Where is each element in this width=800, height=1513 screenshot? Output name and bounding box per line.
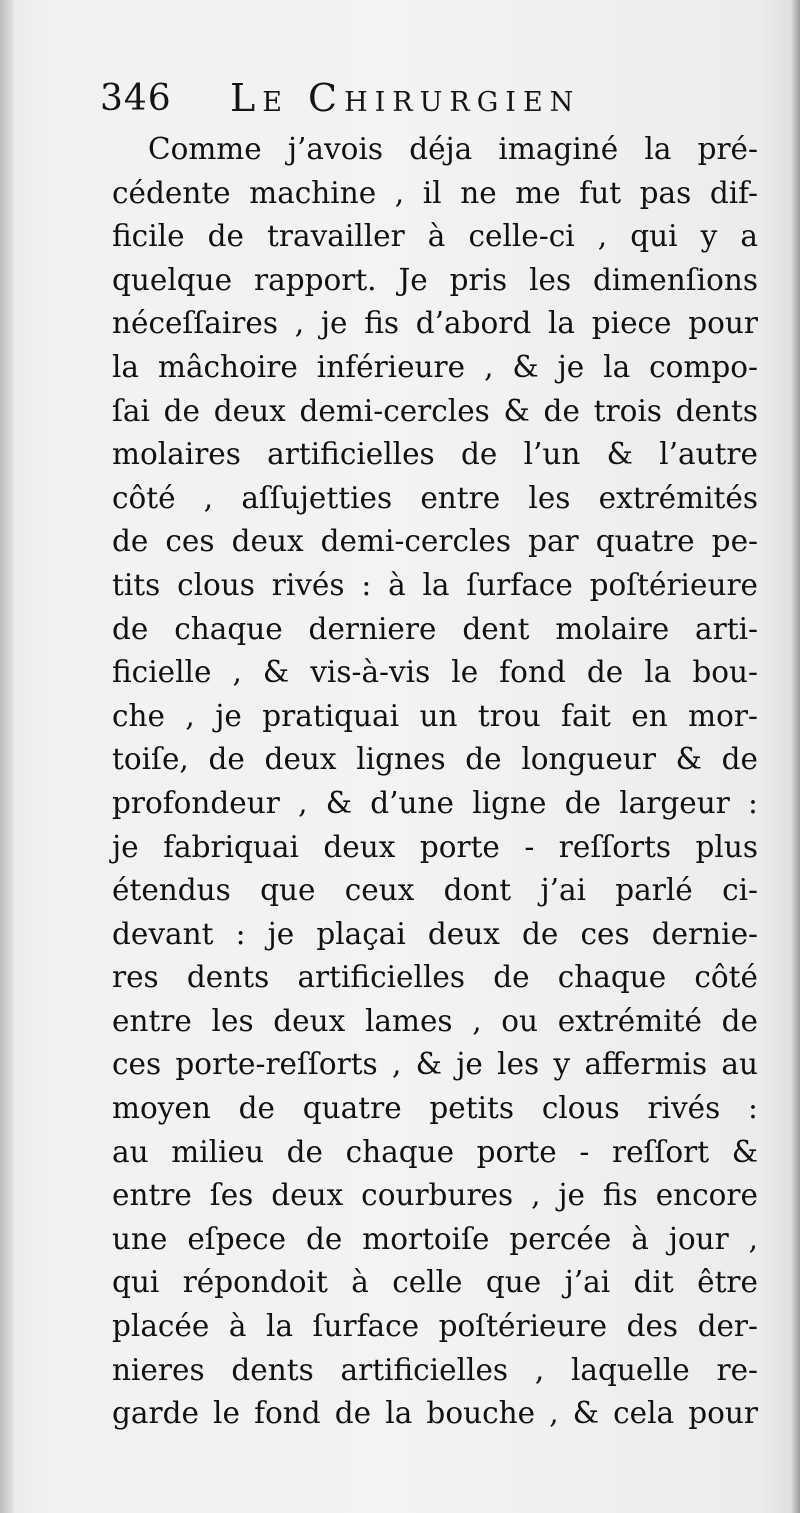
- text-line: de chaque derniere dent molaire arti-: [112, 611, 758, 646]
- text-line: devant : je plaçai deux de ces dernie-: [112, 916, 758, 951]
- text-line: molaires artificielles de l’un & l’autre: [112, 437, 758, 472]
- text-line: toiſe, de deux lignes de longueur & de: [112, 742, 758, 777]
- text-line: entre les deux lames , ou extrémité de: [112, 1003, 758, 1038]
- text-line: qui répondoit à celle que j’ai dit être: [112, 1265, 758, 1300]
- text-line: quelque rapport. Je pris les dimenſions: [112, 262, 758, 297]
- text-line: ficielle , & vis-à-vis le fond de la bou-: [112, 655, 758, 690]
- text-line: ſai de deux demi-cercles & de trois dents: [112, 393, 758, 428]
- text-line: entre ſes deux courbures , je fis encore: [112, 1178, 758, 1213]
- text-line: au milieu de chaque porte - reſſort &: [112, 1134, 758, 1169]
- page-gutter-shadow: [0, 0, 14, 1513]
- text-line: moyen de quatre petits clous rivés :: [112, 1091, 758, 1126]
- text-line: tits clous rivés : à la ſurface poſtérieure: [112, 567, 758, 602]
- text-line: une eſpece de mortoiſe percée à jour ,: [112, 1221, 758, 1256]
- text-line: che , je pratiquai un trou fait en mor-: [112, 698, 758, 733]
- text-line: nieres dents artificielles , laquelle re-: [112, 1352, 758, 1387]
- text-line: côté , aſſujetties entre les extrémités: [112, 480, 758, 515]
- text-line: profondeur , & d’une ligne de largeur :: [112, 785, 758, 820]
- text-line: placée à la ſurface poſtérieure des der-: [112, 1309, 758, 1344]
- text-line: néceſſaires , je fis d’abord la piece pour: [112, 306, 758, 341]
- body-text: [112, 128, 758, 1436]
- text-line: ces porte-reſſorts , & je les y affermis au: [112, 1047, 758, 1082]
- text-line: la mâchoire inférieure , & je la compo-: [112, 349, 758, 384]
- text-line: res dents artificielles de chaque côté: [112, 960, 758, 995]
- text-line: je fabriquai deux porte - reſſorts plus: [112, 829, 758, 864]
- text-line: cédente machine , il ne me fut pas dif-: [112, 175, 758, 210]
- text-line: ficile de travailler à celle-ci , qui y a: [112, 219, 758, 254]
- running-head: Le Chirurgien: [230, 76, 581, 120]
- page-number: 346: [100, 78, 172, 119]
- text-line: de ces deux demi-cercles par quatre pe-: [112, 524, 758, 559]
- text-line: garde le fond de la bouche , & cela pour: [112, 1396, 758, 1431]
- text-line: étendus que ceux dont j’ai parlé ci-: [112, 873, 758, 908]
- page-edge-shadow: [790, 0, 800, 1513]
- page-header: [100, 70, 660, 130]
- text-line: Comme j’avois déja imaginé la pré-: [148, 132, 758, 166]
